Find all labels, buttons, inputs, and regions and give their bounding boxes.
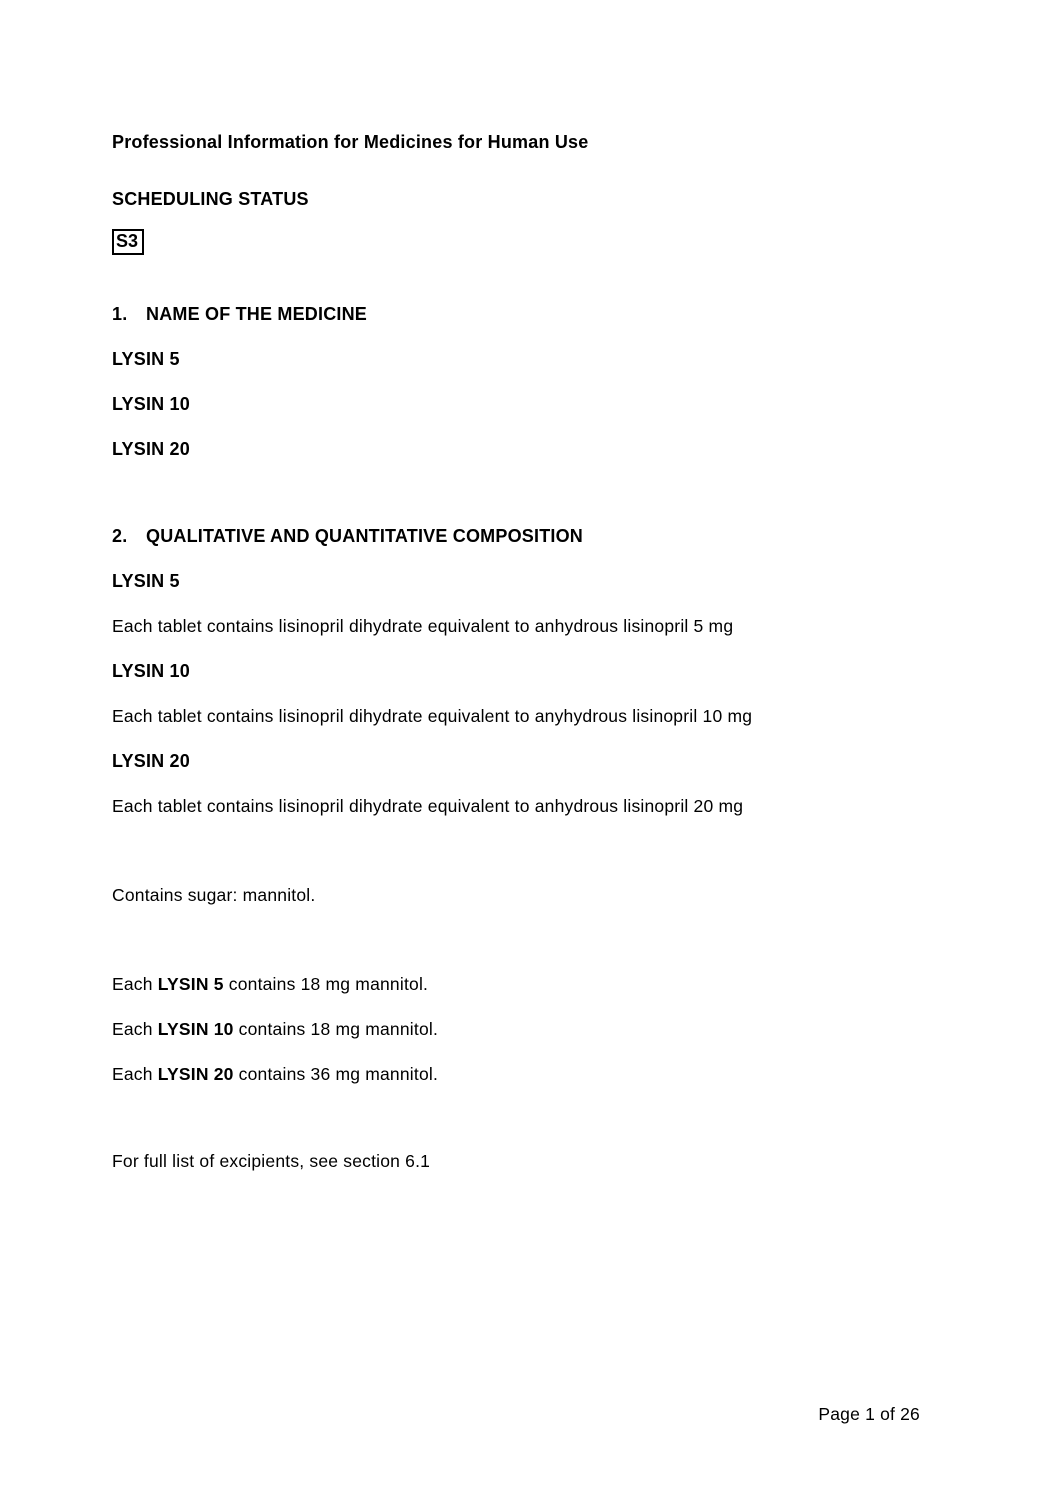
section-2-heading-text: QUALITATIVE AND QUANTITATIVE COMPOSITION — [146, 526, 583, 546]
section-2-heading — [112, 525, 924, 547]
mannitol-note-pre: Each — [112, 1019, 158, 1039]
sugar-note: Contains sugar: mannitol. — [112, 885, 316, 905]
document-content — [112, 131, 924, 1172]
mannitol-note-product: LYSIN 10 — [157, 1019, 234, 1039]
product-name-lysin-5: LYSIN 5 — [112, 349, 180, 369]
mannitol-note-post: contains 36 mg mannitol. — [233, 1064, 439, 1084]
composition-text-lysin-5: Each tablet contains lisinopril dihydrate equivalent to anhydrous lisinopril 5 mg — [112, 616, 734, 636]
section-2-number: 2. — [112, 526, 128, 546]
mannitol-note-pre: Each — [112, 1064, 158, 1084]
section-1-number: 1. — [112, 304, 128, 324]
composition-text-lysin-10: Each tablet contains lisinopril dihydrate equivalent to anyhydrous lisinopril 10 mg — [112, 706, 753, 726]
section-1-heading — [112, 303, 924, 325]
document-title: Professional Information for Medicines for Human Use — [112, 132, 589, 152]
mannitol-note-lysin-10 — [112, 1018, 924, 1040]
scheduling-status-badge: S3 — [112, 229, 144, 255]
mannitol-note-post: contains 18 mg mannitol. — [233, 1019, 439, 1039]
section-1-heading-text: NAME OF THE MEDICINE — [146, 304, 368, 324]
excipients-note: For full list of excipients, see section 6.1 — [112, 1151, 431, 1171]
mannitol-note-lysin-20 — [112, 1063, 924, 1085]
composition-product-lysin-10: LYSIN 10 — [112, 661, 190, 681]
composition-text-lysin-20: Each tablet contains lisinopril dihydrate equivalent to anhydrous lisinopril 20 mg — [112, 796, 744, 816]
product-name-lysin-20: LYSIN 20 — [112, 439, 190, 459]
mannitol-note-pre: Each — [112, 974, 158, 994]
mannitol-note-lysin-5 — [112, 973, 924, 995]
composition-product-lysin-20: LYSIN 20 — [112, 751, 190, 771]
mannitol-note-post: contains 18 mg mannitol. — [223, 974, 429, 994]
mannitol-note-product: LYSIN 5 — [157, 974, 224, 994]
scheduling-status-heading: SCHEDULING STATUS — [112, 189, 309, 209]
scheduling-status-row — [112, 229, 924, 255]
mannitol-note-product: LYSIN 20 — [157, 1064, 234, 1084]
page-number: Page 1 of 26 — [818, 1404, 920, 1424]
composition-product-lysin-5: LYSIN 5 — [112, 571, 180, 591]
product-name-lysin-10: LYSIN 10 — [112, 394, 190, 414]
